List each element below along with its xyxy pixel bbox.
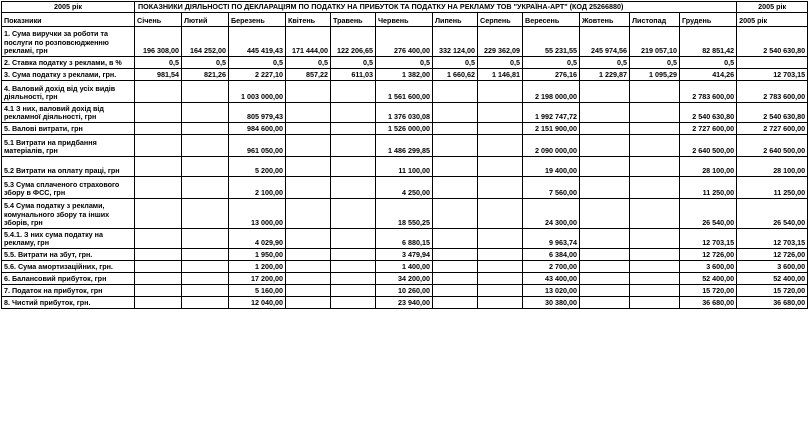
cell-month-3: 1 950,00 xyxy=(229,249,286,261)
cell-month-8: 229 362,09 xyxy=(478,27,523,57)
cell-month-2 xyxy=(182,81,229,103)
row-label: 4.1 З них, валовий дохід від рекламної діяльності, грн xyxy=(2,103,135,123)
cell-month-3: 961 050,00 xyxy=(229,135,286,157)
row-label: 2. Ставка податку з реклами, в % xyxy=(2,57,135,69)
cell-year-total: 36 680,00 xyxy=(737,297,808,309)
cell-month-5 xyxy=(331,285,376,297)
cell-month-12: 11 250,00 xyxy=(680,177,737,199)
cell-month-5: 611,03 xyxy=(331,69,376,81)
cell-month-7 xyxy=(433,81,478,103)
cell-month-7: 0,5 xyxy=(433,57,478,69)
cell-month-2: 821,26 xyxy=(182,69,229,81)
table-row xyxy=(2,135,808,157)
cell-month-11 xyxy=(630,297,680,309)
cell-month-9: 276,16 xyxy=(523,69,580,81)
cell-year-total: 52 400,00 xyxy=(737,273,808,285)
cell-month-3: 17 200,00 xyxy=(229,273,286,285)
cell-month-10: 1 229,87 xyxy=(580,69,630,81)
cell-month-11: 1 095,29 xyxy=(630,69,680,81)
row-label: 6. Балансовий прибуток, грн xyxy=(2,273,135,285)
cell-month-4 xyxy=(286,261,331,273)
cell-month-2 xyxy=(182,199,229,229)
cell-month-12: 28 100,00 xyxy=(680,157,737,177)
cell-month-5 xyxy=(331,157,376,177)
cell-month-10 xyxy=(580,285,630,297)
row-label: 5.4.1. З них сума податку на рекламу, грн xyxy=(2,229,135,249)
cell-month-10 xyxy=(580,229,630,249)
cell-month-11 xyxy=(630,229,680,249)
header-year-right: 2005 рік xyxy=(737,2,808,13)
cell-month-12: 26 540,00 xyxy=(680,199,737,229)
row-label: 3. Сума податку з реклами, грн. xyxy=(2,69,135,81)
cell-month-4 xyxy=(286,273,331,285)
row-label: 1. Сума виручки за роботи та послуги по розповсюдженню рекламі, грн xyxy=(2,27,135,57)
cell-month-9: 0,5 xyxy=(523,57,580,69)
cell-month-9: 6 384,00 xyxy=(523,249,580,261)
cell-month-4 xyxy=(286,285,331,297)
cell-month-10 xyxy=(580,103,630,123)
cell-month-7 xyxy=(433,157,478,177)
cell-month-5 xyxy=(331,273,376,285)
column-header-month-8: Серпень xyxy=(478,13,523,27)
cell-month-8 xyxy=(478,135,523,157)
column-header-month-9: Вересень xyxy=(523,13,580,27)
cell-year-total: 12 726,00 xyxy=(737,249,808,261)
column-header-month-11: Листопад xyxy=(630,13,680,27)
column-header-indicator: Показники xyxy=(2,13,135,27)
cell-month-6: 3 479,94 xyxy=(376,249,433,261)
cell-month-12: 0,5 xyxy=(680,57,737,69)
cell-month-4 xyxy=(286,229,331,249)
cell-month-1 xyxy=(135,199,182,229)
cell-month-3: 2 227,10 xyxy=(229,69,286,81)
cell-month-3: 1 200,00 xyxy=(229,261,286,273)
cell-month-7 xyxy=(433,103,478,123)
column-header-month-2: Лютий xyxy=(182,13,229,27)
cell-month-1: 981,54 xyxy=(135,69,182,81)
cell-month-7 xyxy=(433,249,478,261)
column-header-month-6: Червень xyxy=(376,13,433,27)
cell-month-9: 19 400,00 xyxy=(523,157,580,177)
cell-year-total xyxy=(737,57,808,69)
row-label: 5.6. Сума амортизаційних, грн. xyxy=(2,261,135,273)
cell-year-total: 28 100,00 xyxy=(737,157,808,177)
cell-month-4 xyxy=(286,157,331,177)
cell-month-8 xyxy=(478,229,523,249)
table-header-columns-row xyxy=(2,13,808,27)
table-row xyxy=(2,27,808,57)
cell-month-9: 24 300,00 xyxy=(523,199,580,229)
cell-month-10 xyxy=(580,157,630,177)
cell-month-4: 171 444,00 xyxy=(286,27,331,57)
cell-month-12: 2 727 600,00 xyxy=(680,123,737,135)
cell-month-10: 245 974,56 xyxy=(580,27,630,57)
cell-month-3: 5 160,00 xyxy=(229,285,286,297)
table-row xyxy=(2,199,808,229)
cell-month-11 xyxy=(630,249,680,261)
cell-month-10 xyxy=(580,261,630,273)
cell-month-2 xyxy=(182,249,229,261)
cell-year-total: 2 783 600,00 xyxy=(737,81,808,103)
cell-year-total: 11 250,00 xyxy=(737,177,808,199)
cell-month-5 xyxy=(331,297,376,309)
cell-month-5: 0,5 xyxy=(331,57,376,69)
cell-month-5 xyxy=(331,103,376,123)
cell-month-2 xyxy=(182,261,229,273)
cell-month-6: 11 100,00 xyxy=(376,157,433,177)
cell-year-total: 15 720,00 xyxy=(737,285,808,297)
cell-month-12: 12 726,00 xyxy=(680,249,737,261)
cell-month-9: 30 380,00 xyxy=(523,297,580,309)
cell-month-10 xyxy=(580,123,630,135)
column-header-month-12: Грудень xyxy=(680,13,737,27)
row-label: 5.3 Сума сплаченого страхового збору в ФСС, грн xyxy=(2,177,135,199)
column-header-month-7: Липень xyxy=(433,13,478,27)
cell-month-6: 1 376 030,08 xyxy=(376,103,433,123)
column-header-month-3: Березень xyxy=(229,13,286,27)
cell-month-3: 5 200,00 xyxy=(229,157,286,177)
cell-month-8 xyxy=(478,177,523,199)
cell-month-2 xyxy=(182,123,229,135)
cell-month-9: 2 090 000,00 xyxy=(523,135,580,157)
table-row xyxy=(2,285,808,297)
cell-month-6: 1 400,00 xyxy=(376,261,433,273)
cell-month-6: 23 940,00 xyxy=(376,297,433,309)
cell-month-3: 445 419,43 xyxy=(229,27,286,57)
row-label: 8. Чистий прибуток, грн. xyxy=(2,297,135,309)
cell-month-10 xyxy=(580,177,630,199)
cell-month-12: 52 400,00 xyxy=(680,273,737,285)
cell-month-12: 82 851,42 xyxy=(680,27,737,57)
cell-month-8 xyxy=(478,273,523,285)
cell-month-5 xyxy=(331,177,376,199)
cell-month-6: 1 486 299,85 xyxy=(376,135,433,157)
cell-month-2 xyxy=(182,135,229,157)
cell-month-11 xyxy=(630,81,680,103)
cell-month-3: 12 040,00 xyxy=(229,297,286,309)
cell-month-3: 805 979,43 xyxy=(229,103,286,123)
row-label: 5. Валові витрати, грн xyxy=(2,123,135,135)
cell-month-8 xyxy=(478,285,523,297)
cell-month-7 xyxy=(433,177,478,199)
table-header-title-row xyxy=(2,2,808,13)
cell-month-7 xyxy=(433,285,478,297)
cell-month-9: 9 963,74 xyxy=(523,229,580,249)
cell-month-5 xyxy=(331,249,376,261)
cell-month-4 xyxy=(286,199,331,229)
cell-month-6: 1 561 600,00 xyxy=(376,81,433,103)
column-header-month-4: Квітень xyxy=(286,13,331,27)
table-row xyxy=(2,69,808,81)
cell-month-12: 36 680,00 xyxy=(680,297,737,309)
cell-month-12: 414,26 xyxy=(680,69,737,81)
cell-month-4 xyxy=(286,177,331,199)
cell-month-1 xyxy=(135,273,182,285)
cell-month-11 xyxy=(630,157,680,177)
cell-month-11: 219 057,10 xyxy=(630,27,680,57)
cell-month-9: 7 560,00 xyxy=(523,177,580,199)
cell-month-8 xyxy=(478,123,523,135)
cell-month-1: 0,5 xyxy=(135,57,182,69)
cell-year-total: 2 540 630,80 xyxy=(737,103,808,123)
cell-month-8 xyxy=(478,249,523,261)
row-label: 4. Валовий дохід від усіх видів діяльності, грн xyxy=(2,81,135,103)
cell-month-6: 18 550,25 xyxy=(376,199,433,229)
cell-month-12: 15 720,00 xyxy=(680,285,737,297)
cell-year-total: 2 727 600,00 xyxy=(737,123,808,135)
cell-month-4 xyxy=(286,81,331,103)
cell-month-1 xyxy=(135,297,182,309)
header-title: ПОКАЗНИКИ ДІЯЛЬНОСТІ ПО ДЕКЛАРАЦІЯМ ПО ПОДАТКУ НА ПРИБУТОК ТА ПОДАТКУ НА РЕКЛАМУ ТОВ "УКРАЇНА-АРТ" (КОД 25266880) xyxy=(135,2,737,13)
cell-month-8 xyxy=(478,157,523,177)
cell-month-11 xyxy=(630,199,680,229)
cell-month-3: 13 000,00 xyxy=(229,199,286,229)
cell-month-1: 196 308,00 xyxy=(135,27,182,57)
cell-month-6: 1 382,00 xyxy=(376,69,433,81)
table-row xyxy=(2,123,808,135)
cell-month-5 xyxy=(331,135,376,157)
cell-month-8 xyxy=(478,261,523,273)
cell-month-9: 43 400,00 xyxy=(523,273,580,285)
cell-month-6: 276 400,00 xyxy=(376,27,433,57)
cell-month-1 xyxy=(135,81,182,103)
cell-month-11 xyxy=(630,261,680,273)
cell-month-10 xyxy=(580,199,630,229)
row-label: 5.1 Витрати на придбання матеріалів, грн xyxy=(2,135,135,157)
row-label: 7. Податок на прибуток, грн xyxy=(2,285,135,297)
report-table xyxy=(1,1,808,309)
column-header-month-10: Жовтень xyxy=(580,13,630,27)
cell-month-1 xyxy=(135,285,182,297)
cell-month-2 xyxy=(182,285,229,297)
cell-month-10: 0,5 xyxy=(580,57,630,69)
cell-month-4 xyxy=(286,297,331,309)
table-row xyxy=(2,177,808,199)
cell-month-1 xyxy=(135,261,182,273)
table-row xyxy=(2,81,808,103)
cell-month-9: 2 151 900,00 xyxy=(523,123,580,135)
cell-year-total: 12 703,15 xyxy=(737,69,808,81)
cell-month-6: 1 526 000,00 xyxy=(376,123,433,135)
cell-month-8 xyxy=(478,103,523,123)
cell-month-10 xyxy=(580,81,630,103)
cell-month-6: 6 880,15 xyxy=(376,229,433,249)
cell-month-11 xyxy=(630,135,680,157)
cell-month-12: 2 783 600,00 xyxy=(680,81,737,103)
row-label: 5.2 Витрати на оплату праці, грн xyxy=(2,157,135,177)
cell-month-5 xyxy=(331,123,376,135)
table-row xyxy=(2,297,808,309)
cell-month-5 xyxy=(331,229,376,249)
cell-month-2 xyxy=(182,177,229,199)
cell-month-1 xyxy=(135,177,182,199)
header-year-left: 2005 рік xyxy=(2,2,135,13)
column-header-month-5: Травень xyxy=(331,13,376,27)
table-row xyxy=(2,249,808,261)
cell-month-4 xyxy=(286,103,331,123)
cell-year-total: 26 540,00 xyxy=(737,199,808,229)
cell-month-11 xyxy=(630,177,680,199)
cell-month-9: 2 198 000,00 xyxy=(523,81,580,103)
cell-month-7 xyxy=(433,199,478,229)
cell-month-2 xyxy=(182,229,229,249)
row-label: 5.4 Сума податку з реклами, комунального збору та інших зборів, грн xyxy=(2,199,135,229)
cell-month-9: 2 700,00 xyxy=(523,261,580,273)
cell-month-9: 55 231,55 xyxy=(523,27,580,57)
table-row xyxy=(2,273,808,285)
cell-month-6: 10 260,00 xyxy=(376,285,433,297)
cell-month-10 xyxy=(580,249,630,261)
cell-month-8 xyxy=(478,81,523,103)
cell-month-7 xyxy=(433,135,478,157)
cell-month-11 xyxy=(630,123,680,135)
cell-month-2 xyxy=(182,273,229,285)
cell-month-12: 12 703,15 xyxy=(680,229,737,249)
cell-month-6: 4 250,00 xyxy=(376,177,433,199)
cell-month-4: 857,22 xyxy=(286,69,331,81)
cell-month-1 xyxy=(135,135,182,157)
cell-month-4 xyxy=(286,135,331,157)
cell-month-6: 34 200,00 xyxy=(376,273,433,285)
cell-month-1 xyxy=(135,123,182,135)
table-row xyxy=(2,103,808,123)
cell-month-12: 3 600,00 xyxy=(680,261,737,273)
row-label: 5.5. Витрати на збут, грн. xyxy=(2,249,135,261)
table-row xyxy=(2,57,808,69)
cell-month-2: 0,5 xyxy=(182,57,229,69)
cell-month-8 xyxy=(478,297,523,309)
cell-month-12: 2 640 500,00 xyxy=(680,135,737,157)
cell-month-5 xyxy=(331,261,376,273)
cell-month-8 xyxy=(478,199,523,229)
cell-month-3: 2 100,00 xyxy=(229,177,286,199)
cell-month-11 xyxy=(630,273,680,285)
cell-month-5 xyxy=(331,81,376,103)
cell-month-1 xyxy=(135,229,182,249)
cell-year-total: 2 540 630,80 xyxy=(737,27,808,57)
cell-month-11: 0,5 xyxy=(630,57,680,69)
cell-year-total: 3 600,00 xyxy=(737,261,808,273)
cell-month-7 xyxy=(433,261,478,273)
column-header-year-total: 2005 рік xyxy=(737,13,808,27)
table-row xyxy=(2,157,808,177)
cell-month-3: 984 600,00 xyxy=(229,123,286,135)
cell-month-2 xyxy=(182,297,229,309)
cell-month-9: 1 992 747,72 xyxy=(523,103,580,123)
cell-month-1 xyxy=(135,249,182,261)
cell-month-3: 0,5 xyxy=(229,57,286,69)
cell-month-10 xyxy=(580,273,630,285)
cell-month-7: 332 124,00 xyxy=(433,27,478,57)
cell-month-8: 0,5 xyxy=(478,57,523,69)
cell-month-6: 0,5 xyxy=(376,57,433,69)
column-header-month-1: Січень xyxy=(135,13,182,27)
cell-month-1 xyxy=(135,103,182,123)
cell-month-5 xyxy=(331,199,376,229)
cell-month-3: 1 003 000,00 xyxy=(229,81,286,103)
cell-month-11 xyxy=(630,285,680,297)
cell-month-8: 1 146,81 xyxy=(478,69,523,81)
cell-month-4 xyxy=(286,123,331,135)
cell-month-7: 1 660,62 xyxy=(433,69,478,81)
cell-month-1 xyxy=(135,157,182,177)
cell-month-3: 4 029,90 xyxy=(229,229,286,249)
cell-month-11 xyxy=(630,103,680,123)
cell-month-10 xyxy=(580,135,630,157)
cell-month-4 xyxy=(286,249,331,261)
cell-month-2 xyxy=(182,157,229,177)
cell-month-7 xyxy=(433,123,478,135)
cell-month-7 xyxy=(433,273,478,285)
cell-year-total: 2 640 500,00 xyxy=(737,135,808,157)
cell-month-7 xyxy=(433,229,478,249)
table-row xyxy=(2,261,808,273)
cell-month-10 xyxy=(580,297,630,309)
cell-month-4: 0,5 xyxy=(286,57,331,69)
cell-month-7 xyxy=(433,297,478,309)
cell-month-12: 2 540 630,80 xyxy=(680,103,737,123)
cell-year-total: 12 703,15 xyxy=(737,229,808,249)
cell-month-2 xyxy=(182,103,229,123)
cell-month-9: 13 020,00 xyxy=(523,285,580,297)
cell-month-5: 122 206,65 xyxy=(331,27,376,57)
table-row xyxy=(2,229,808,249)
cell-month-2: 164 252,00 xyxy=(182,27,229,57)
